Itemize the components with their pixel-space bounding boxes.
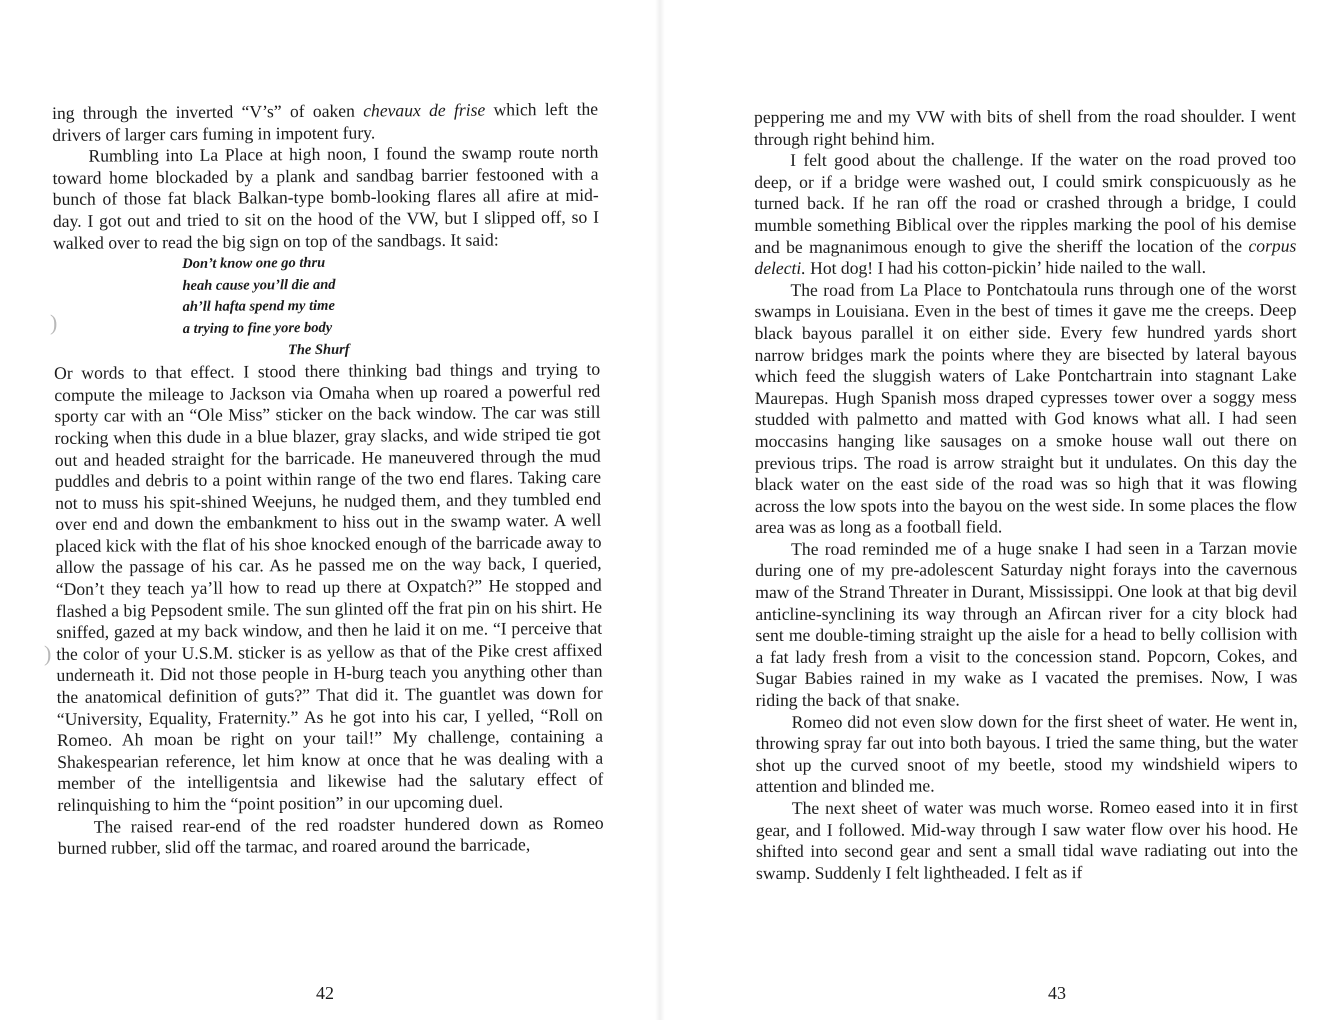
sign-line: a trying to fine yore body <box>182 319 333 337</box>
text-run: ing through the inverted “V’s” of oaken <box>52 100 364 123</box>
page-number: 43 <box>1048 983 1066 1003</box>
paragraph <box>754 149 1296 280</box>
paragraph: peppering me and my VW with bits of shell from the road shoulder. I went through right behind him. <box>754 105 1297 149</box>
page-number: 42 <box>316 983 334 1003</box>
paragraph: The road reminded me of a huge snake I had seen in a Tarzan movie during one of my pre-adolescent Saturday night forays into the cavernous maw of the Strand Threater in Durant, Mississippi. One look at that big devil anticline-synclining its way through an Afircan river for a city block had sent me double-timing straight up the aisle for a head to belly collision with a fat lady fresh from a visit to the concession stand. Popcorn, Cokes, and Sugar Babies rained in my wake as I vacated the premises. Now, I was riding the back of that snake. <box>755 537 1298 711</box>
right-page-text <box>754 106 1298 885</box>
paragraph: The raised rear-end of the red roadster hundered down as Romeo burned rubber, slid off the tarmac, and roared around the barricade, <box>57 812 604 859</box>
italic-phrase: chevaux de frise <box>363 99 486 121</box>
sign-signature: The Shurf <box>287 341 350 358</box>
scan-mark: ) <box>44 641 52 666</box>
text-run: which left the drivers of larger cars fuming in impotent fury. <box>52 98 599 145</box>
paragraph <box>52 99 598 146</box>
paragraph: The road from La Place to Pontchatoula runs through one of the worst swamps in Louisiana. Even in the best of times it gave me the creeps. Deep black bayous parallel it on either side. Every few hundred yards short narrow bridges mark the points where they are bisected by lateral bayous which feed the sluggish waters of Lake Pontchartrain into stagnant Lake Maurepas. Hugh Spanish moss draped cypresses tower over a soggy mess studded with palmetto and matted with God knows what all. I had seen moccasins hanging like sausages on a smoke house wall out there on previous trips. The road is arrow straight but it undulates. On this day the black water on the east side of the road was so high that it was flowing across the low spots into the bayou on the west side. In some places the flow area was as long as a football field. <box>754 278 1298 538</box>
text-run: Hot dog! I had his cotton-pickin’ hide nailed to the wall. <box>805 256 1207 279</box>
text-run: I felt good about the challenge. If the water on the road proved too deep, or if a bridge were washed out, I could smirk conspicuously as he turned back. If he ran off the road or crashed through a bridge, I could mumble something Biblical over the ripples marking the pool of his demise and be magnanimous enough to give the sheriff the location of the <box>754 148 1297 257</box>
sign-line: heah cause you’ll die and <box>182 276 336 294</box>
paragraph: The next sheet of water was much worse. Romeo eased into it in first gear, and I followed. Mid-way through I saw water flow over his hood. He shifted into second gear and sent a small tidal wave radiating out into the swamp. Suddenly I felt lightheaded. I felt as if <box>755 796 1298 883</box>
sign-line: ah’ll hafta spend my time <box>182 298 335 316</box>
left-page-text <box>52 99 604 860</box>
scan-mark: ) <box>50 310 58 335</box>
sign-text <box>182 251 600 362</box>
right-page <box>660 0 1320 1020</box>
italic-phrase: corpus delecti. <box>754 235 1297 279</box>
paragraph: Romeo did not even slow down for the first sheet of water. He went in, throwing spray far out into both bayous. I tried the same thing, but the water shot up the curved snoot of my beetle, stood my windshield wipers to attention and blinded me. <box>755 710 1298 797</box>
paragraph: Or words to that effect. I stood there thinking bad things and trying to compute the mileage to Jackson via Omaha when up roared a powerful red sporty car with an “Ole Miss” sticker on the back window. The car was still rocking when this dude in a blue blazer, gray slacks, and wide striped tie got out and headed straight for the barricade. He maneuvered through the mud puddles and debris to a point within range of the two end flares. Taking care not to muss his spit-shined Weejuns, he nudged them, and they tumbled end over end and down the embankment to hiss out in the swamp water. A well placed kick with the flat of his shoe knocked enough of the barricade away to allow the passage of his car. As he passed me on the way back, I queried, “Don’t they teach ya’ll how to read up there at Oxpatch?” He stopped and flashed a big Pepsodent smile. The sun glinted off the frat pin on his shirt. He sniffed, gazed at my back window, and then he laid it on me. “I perceive that the color of your U.S.M. sticker is as yellow as that of the Pike crest affixed underneath it. Did not those people in H-burg teach you anything other than the anatomical definition of guts?” That did it. The guantlet was down for “University, Equality, Fraternity.” As he got into his car, I yelled, “Roll on Romeo. Ah moan be right on your tail!” My challenge, containing a Shakespearian reference, let him know at once that he was dealing with a member of the intelligentsia and likewise had the salutary effect of relinquishing to him the “point position” in our upcoming duel. <box>54 358 604 815</box>
paragraph: Rumbling into La Place at high noon, I found the swamp route north toward home blockaded by a plank and sandbag barrier festooned with a bunch of those fat black Balkan-type bomb-looking flares all afire at mid-day. I got out and tried to sit on the hood of the VW, but I slipped off, so I walked over to read the big sign on top of the sandbags. It said: <box>52 141 599 253</box>
sign-line: Don’t know one go thru <box>182 255 326 273</box>
